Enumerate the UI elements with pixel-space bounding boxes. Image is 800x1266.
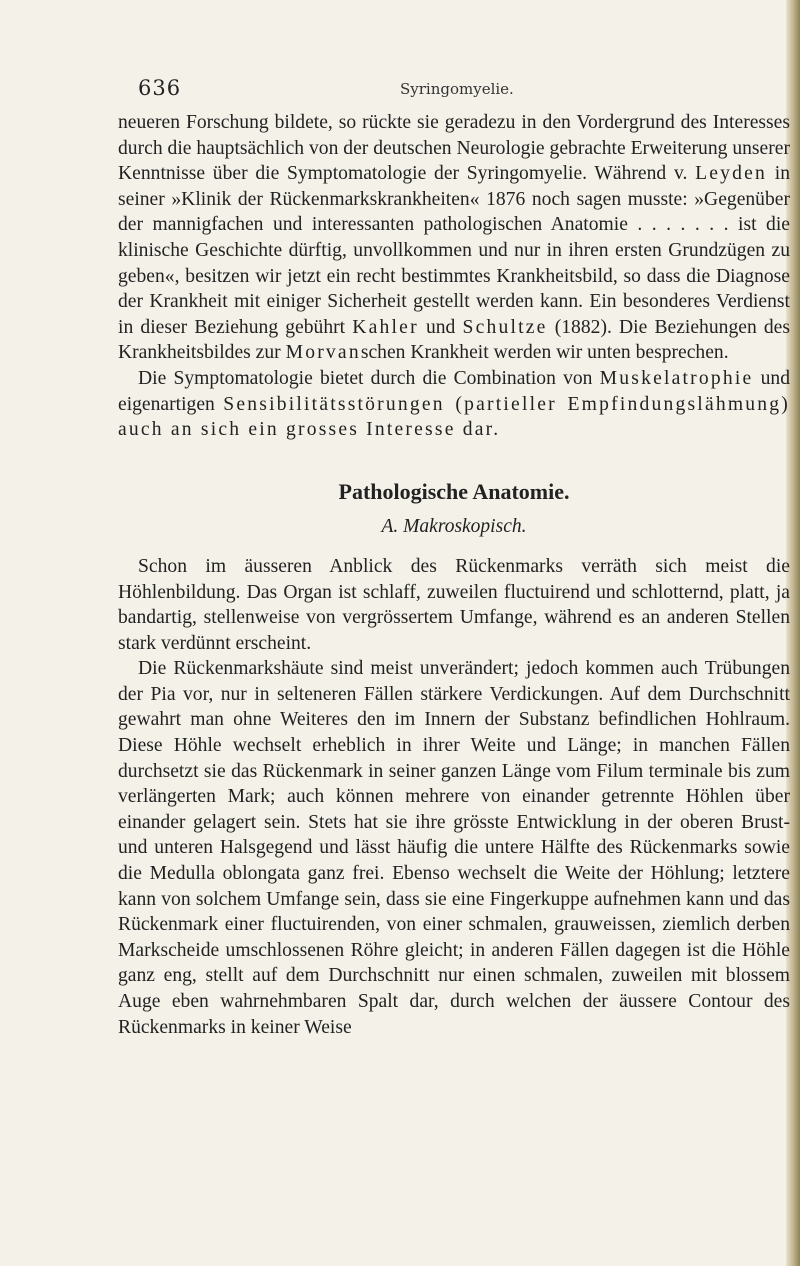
text-run: (1882). Die Beziehungen des Krankheitsbildes zur bbox=[118, 316, 791, 364]
text-run: neueren Forschung bildete, so rückte sie geradezu in den Vordergrund des Interesses durch die hauptsächlich von der deutschen Neurologie gebrachte Erweiterung unserer Kenntnisse über die Symptomatologie der Syringomyelie. Während v. bbox=[118, 112, 790, 185]
author-name-leyden: Leyden bbox=[695, 163, 768, 185]
page-header bbox=[118, 70, 790, 110]
text-run: schen Krankheit werden wir unten besprechen. bbox=[360, 342, 729, 364]
text-run: Die Symptomatologie bietet durch die Combination von bbox=[138, 367, 600, 389]
emphasis-muskelatrophie: Muskelatrophie bbox=[599, 367, 754, 389]
emphasis-sensibilitaet: Sensibilitätsstörungen (partieller Empfindungslähmung) auch an sich ein grosses Interesse dar. bbox=[118, 393, 790, 441]
paragraph-4: Die Rückenmarkshäute sind meist unverändert; jedoch kommen auch Trübungen der Pia vor, nur in selteneren Fällen stärkere Verdickungen. Auf dem Durchschnitt gewahrt man ohne Weiteres den im Innern der Substanz befindlichen Hohlraum. Diese Höhle wechselt erheblich in ihrer Weite und Länge; in manchen Fällen durchsetzt sie das Rückenmark in seiner ganzen Länge vom Filum terminale bis zum verlängerten Mark; auch können mehrere von einander getrennte Höhlen über einander gelagert sein. Stets hat sie ihre grösste Entwicklung in der oberen Brust- und unteren Halsgegend und lässt häufig die untere Hälfte des Rückenmarks sowie die Medulla oblongata ganz frei. Ebenso wechselt die Weite der Höhlung; letztere kann von solchem Umfange sein, dass sie eine Fingerkuppe aufnehmen kann und das Rückenmark einer fluctuirenden, von einer schmalen, grauweissen, ziemlich derben Markscheide umschlossenen Röhre gleicht; in anderen Fällen dagegen ist die Höhle ganz eng, stellt auf dem Durchschnitt nur einen schmalen, zuweilen mit blossem Auge eben wahrnehmbaren Spalt dar, durch welchen der äussere Contour des Rückenmarks in keiner Weise bbox=[118, 658, 790, 1038]
running-title: Syringomyelie. bbox=[400, 80, 514, 98]
paragraph-3: Schon im äusseren Anblick des Rückenmarks verräth sich meist die Höhlenbildung. Das Organ ist schlaff, zuweilen fluctuirend und schlotternd, platt, ja bandartig, stellenweise von vergrössertem Umfange, während es an anderen Stellen stark verdünnt erscheint. bbox=[118, 555, 790, 654]
section-title: Pathologische Anatomie. bbox=[338, 478, 570, 504]
subsection-title: A. Makroskopisch. bbox=[381, 516, 527, 538]
body-text bbox=[118, 110, 790, 1040]
author-name-kahler: Kahler bbox=[352, 316, 419, 338]
author-name-schultze: Schultze bbox=[462, 316, 548, 338]
paragraph-1 bbox=[118, 110, 790, 366]
author-name-morvan: Morvan bbox=[285, 342, 361, 364]
book-page bbox=[118, 70, 790, 1040]
text-run: und bbox=[418, 316, 463, 338]
text-run: und eigenartigen bbox=[118, 367, 790, 415]
text-run: in seiner »Klinik der Rückenmarkskrankheiten« 1876 noch sagen musste: »Gegenüber der mannigfachen und interessanten pathologischen Anatomie . . . . . . . ist die klinische Geschichte dürftig, unvollkommen und nur in ihren ersten Grundzügen zu geben«, besitzen wir jetzt ein recht bestimmtes Krankheitsbild, so dass die Diagnose der Krankheit mit einiger Sicherheit gestellt werden kann. Ein besonderes Verdienst in dieser Beziehung gebührt bbox=[118, 163, 791, 338]
paragraph-2 bbox=[118, 366, 790, 443]
page-number: 636 bbox=[138, 76, 182, 100]
